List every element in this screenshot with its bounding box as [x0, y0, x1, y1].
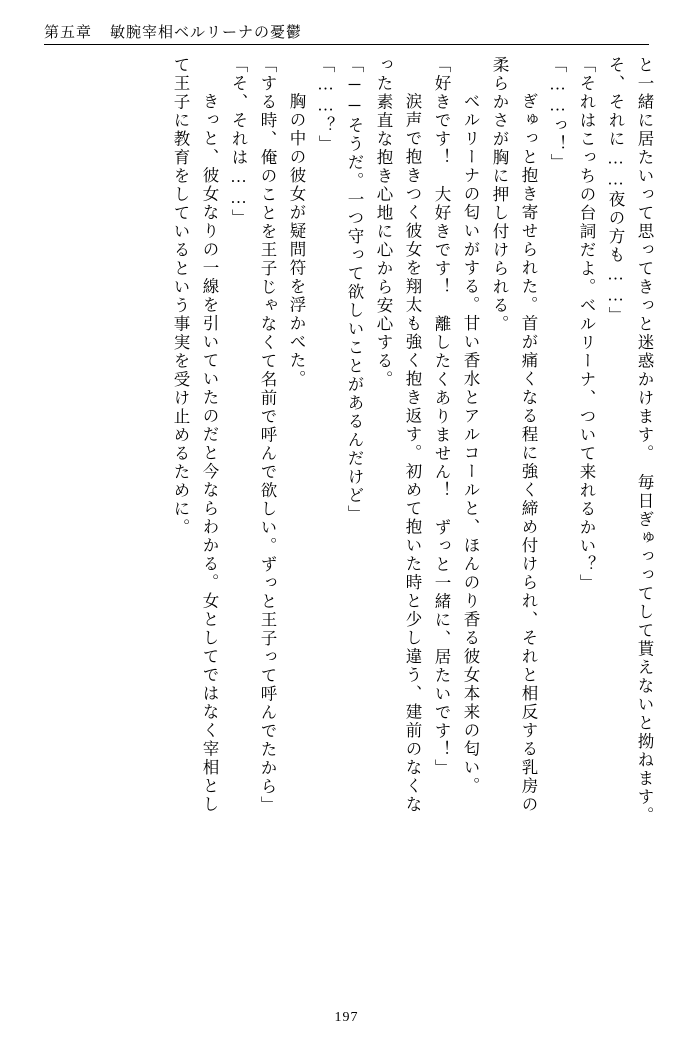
text-line: 「する時、俺のことを王子じゃなくて名前で呼んで欲しい。ずっと王子って呼んでたから」: [258, 56, 277, 815]
text-line: 「好きです！ 大好きです！ 離したくありません！ ずっと一緒に、居たいです！」: [432, 56, 451, 778]
chapter-number: 第五章: [44, 24, 93, 41]
text-line: 柔らかさが胸に押し付けられる。: [490, 56, 509, 334]
text-line: ベルリーナの匂いがする。甘い香水とアルコールと、ほんのり香る彼女本来の匂い。: [461, 74, 480, 796]
chapter-title: 敏腕宰相ベルリーナの憂鬱: [110, 24, 303, 41]
text-line: 「──そうだ。一つ守って欲しいことがあるんだけど」: [345, 56, 364, 524]
text-line: 「……？」: [316, 56, 335, 154]
running-header: [44, 16, 649, 46]
text-line: て王子に教育をしているという事実を受け止めるために。: [171, 56, 190, 537]
vertical-text-body: [40, 56, 653, 986]
text-line: きっと、彼女なりの一線を引いていたのだと今ならわかる。女としてではなく宰相とし: [200, 74, 219, 814]
text-line: 胸の中の彼女が疑問符を浮かべた。: [287, 74, 306, 389]
text-line: 涙声で抱きつく彼女を翔太も強く抱き返す。初めて抱いた時と少し違う、建前のなくな: [403, 74, 422, 814]
text-line: と一緒に居たいって思ってきっと迷惑かけます。 毎日ぎゅっってして貰えないと拗ねます。: [635, 56, 654, 825]
text-line: 「そ、それは……」: [229, 56, 248, 228]
header-divider: [44, 44, 649, 45]
text-line: 「それはこっちの台詞だよ。ベルリーナ、ついて来れるかい？」: [577, 56, 596, 593]
text-line: そ、それに……夜の方も……」: [606, 56, 625, 325]
text-line: った素直な抱き心地に心から安心する。: [374, 56, 393, 389]
text-line: 「……っ！」: [548, 56, 567, 172]
page-number: 197: [334, 1010, 359, 1025]
text-line: ぎゅっと抱き寄せられた。首が痛くなる程に強く締め付けられ、それと相反する乳房の: [519, 74, 538, 814]
